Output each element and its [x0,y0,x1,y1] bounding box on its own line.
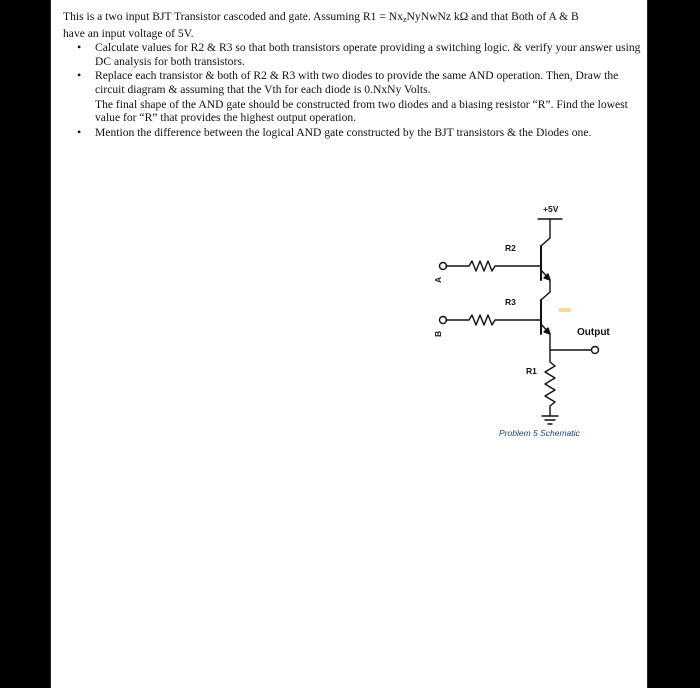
r3-label: R3 [505,297,516,307]
intro-line-2: have an input voltage of 5V. [63,26,194,40]
r3-resistor [446,315,541,325]
bullet-icon: • [77,40,82,55]
q2-collector [541,292,550,300]
r2-resistor [446,261,541,271]
r1-label: R1 [526,366,537,376]
supply-label: +5V [543,204,559,214]
schematic-caption: Problem 5 Schematic [499,428,580,438]
task-continuation: The final shape of the AND gate should be constructed from two diodes and a biasing resistor “R”. Find the lowest value for “R” that provides the highest output operation. [95,97,628,125]
task-text: Replace each transistor & both of R2 & R3 with two diodes to provide the same AND operation. Then, Draw the circuit diagram & assuming that the Vth for each diode is 0.NxNy Volts. [95,69,619,96]
input-a-label: A [433,276,443,283]
task-text: Calculate values for R2 & R3 so that both transistors operate providing a switching logic. & verify your answer using DC analysis for both transistors. [95,41,641,68]
bullet-icon: • [77,124,82,139]
circuit-schematic [51,0,647,688]
bullet-icon: • [77,68,82,83]
output-label: Output [577,327,610,338]
output-terminal [592,347,599,354]
r2-label: R2 [505,243,516,253]
intro-subscript: z [402,15,407,24]
intro-line-1b: NyNwNz kΩ and that Both of A & B [406,10,579,23]
intro-line-1a: This is a two input BJT Transistor cascoded and gate. Assuming R1 = Nx [63,10,403,23]
task-text: Mention the difference between the logical AND gate constructed by the BJT transistors & the Diodes one. [95,125,592,139]
r1-resistor [545,350,555,416]
annotation-mark [559,308,571,312]
input-b-label: B [433,330,443,337]
q1-collector [541,238,550,246]
document-page [50,0,648,688]
